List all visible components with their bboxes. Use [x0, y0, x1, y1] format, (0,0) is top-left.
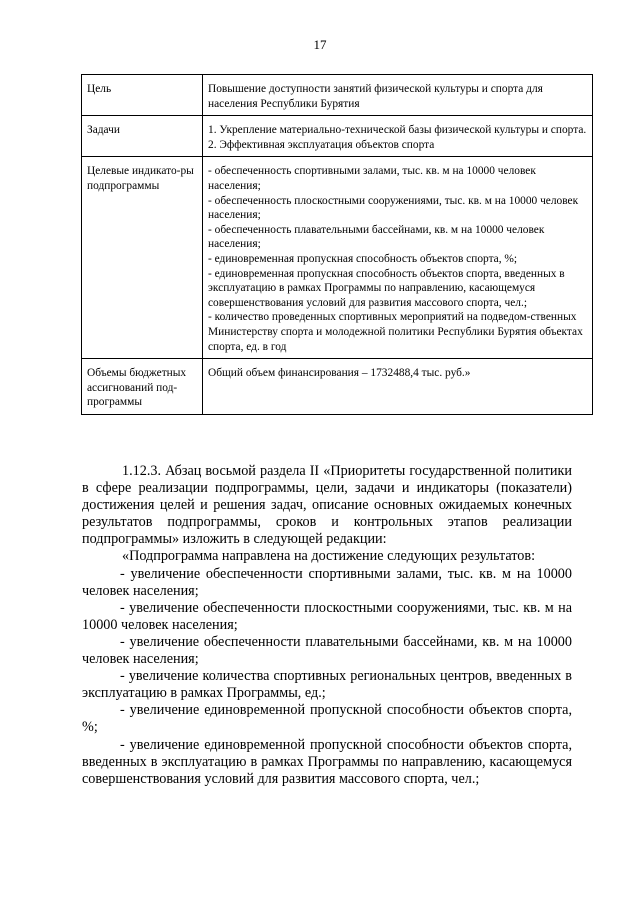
- row-label-tasks: Задачи: [82, 116, 203, 157]
- indicator-item: - единовременная пропускная способность объектов спорта, %;: [208, 252, 518, 265]
- body-text: [82, 463, 572, 788]
- row-label-goal: Цель: [82, 75, 203, 116]
- result-item: - увеличение обеспеченности спортивными залами, тыс. кв. м на 10000 человек населения;: [82, 565, 572, 599]
- result-item: - увеличение единовременной пропускной способности объектов спорта, введенных в эксплуатацию в рамках Программы по направлению, касающемуся совершенствования условий для развития массового спорта, чел.;: [82, 736, 572, 787]
- indicator-item: - обеспеченность спортивными залами, тыс. кв. м на 10000 человек населения;: [208, 165, 536, 192]
- table-row-goal: [82, 75, 593, 116]
- row-label-budget: Объемы бюджетных ассигнований под-программы: [82, 359, 203, 415]
- indicator-item: - количество проведенных спортивных мероприятий на подведом-ственных Министерству спорта и молодежной политики Республики Бурятия объектах спорта, ед. в год: [208, 311, 583, 353]
- results-heading: «Подпрограмма направлена на достижение следующих результатов:: [122, 548, 536, 565]
- page-number: 17: [313, 37, 327, 52]
- indicator-item: - обеспеченность плоскостными сооружениями, тыс. кв. м на 10000 человек населения;: [208, 194, 579, 222]
- table-row-budget: [82, 359, 593, 415]
- result-item: - увеличение единовременной пропускной способности объектов спорта, %;: [82, 702, 572, 736]
- indicator-item: - единовременная пропускная способность объектов спорта, введенных в эксплуатацию в рамках Программы по направлению, касающемуся совершенствования условий для развития массового спорта, чел.;: [208, 267, 565, 309]
- row-value-goal: [203, 75, 593, 116]
- intro-paragraph: 1.12.3. Абзац восьмой раздела II «Приоритеты государственной политики в сфере реализации подпрограммы, цели, задачи и индикаторы (показатели) достижения целей и решения задач, описание основных ожидаемых конечных результатов подпрограммы, сроков и контрольных этапов реализации подпрограммы» изложить в следующей редакции:: [82, 463, 572, 548]
- goal-text: Повышение доступности занятий физической культуры и спорта для населения Республики Бурятия: [208, 83, 543, 110]
- row-value-budget: [203, 359, 593, 415]
- table-row-indicators: [82, 157, 593, 359]
- result-item: - увеличение обеспеченности плавательными бассейнами, кв. м на 10000 человек населения;: [82, 633, 572, 668]
- subprogram-passport-table: [81, 74, 593, 415]
- result-item: - увеличение обеспеченности плоскостными сооружениями, тыс. кв. м на 10000 человек населения;: [82, 599, 572, 633]
- budget-text: Общий объем финансирования – 1732488,4 тыс. руб.»: [208, 367, 471, 380]
- indicator-item: - обеспеченность плавательными бассейнами, кв. м на 10000 человек населения;: [208, 223, 545, 251]
- task-item: 1. Укрепление материально-технической базы физической культуры и спорта.: [208, 124, 587, 137]
- row-label-indicators: Целевые индикато-ры подпрограммы: [82, 157, 203, 359]
- task-item: 2. Эффективная эксплуатация объектов спорта: [208, 138, 435, 151]
- row-value-tasks: [203, 116, 593, 157]
- row-value-indicators: [203, 157, 593, 359]
- table-row-tasks: [82, 116, 593, 157]
- result-item: - увеличение количества спортивных региональных центров, введенных в эксплуатацию в рамках Программы, ед.;: [82, 668, 572, 702]
